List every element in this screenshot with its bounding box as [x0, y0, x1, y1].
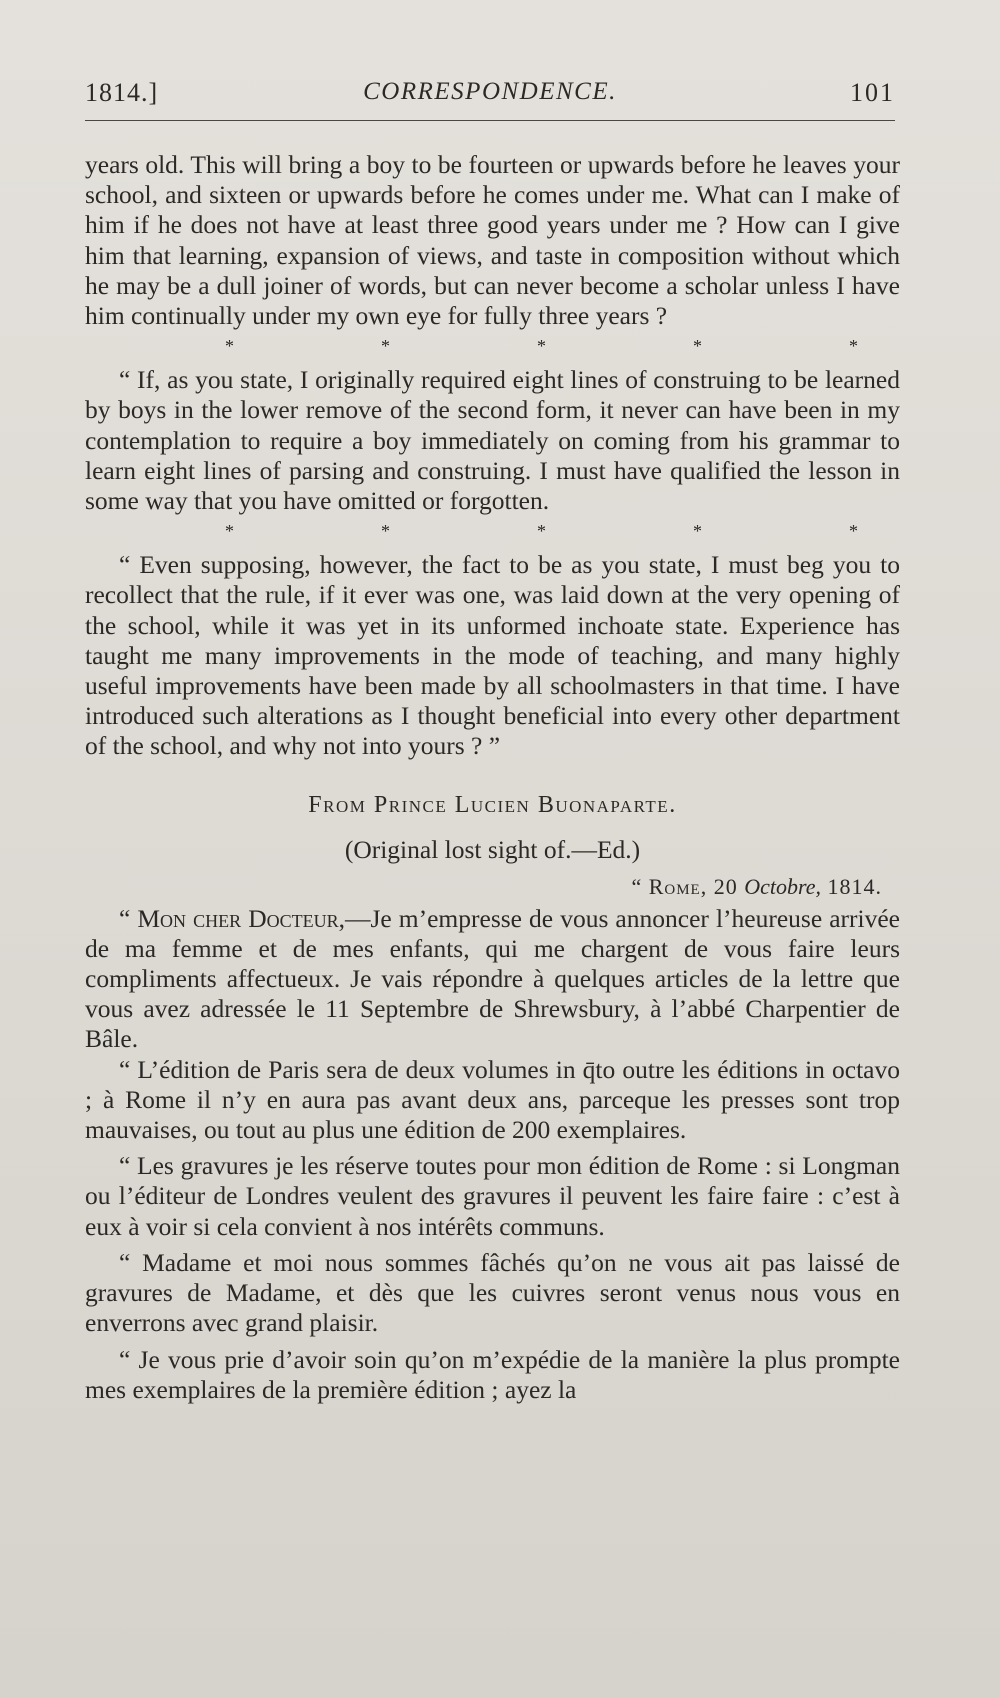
- asterisk-divider-2: [85, 516, 900, 546]
- dateline-year: 1814.: [827, 873, 882, 899]
- asterisk: *: [693, 521, 702, 542]
- paragraph-3: “ Even supposing, however, the fact to be as you state, I must beg you to recollect that the rule, if it ever was one, was laid down at the very opening of the school, while it was yet in its unformed inchoate state. Experience has taught me many improvements in the mode of teaching, and many highly useful improvements have been made by all schoolmasters in that time. I have introduced such alterations as I thought beneficial into every other department of the school, and why not into yours ? ”: [85, 550, 900, 761]
- paragraph-2: “ If, as you state, I originally required eight lines of construing to be learned by boys in the lower remove of the second form, it never can have been in my contemplation to require a boy immediately on coming from his grammar to learn eight lines of parsing and construing. I must have qualified the lesson in some way that you have omitted or forgotten.: [85, 365, 900, 516]
- header-year: 1814.]: [85, 78, 159, 107]
- letter-paragraph-1: [85, 904, 900, 1055]
- letter-paragraph-4: “ Madame et moi nous sommes fâchés qu’on ne vous ait pas laissé de gravures de Madame, et dès que les cuivres seront venus nous vous en enverrons avec grand plaisir.: [85, 1247, 900, 1338]
- letter-dateline: [85, 870, 900, 904]
- dateline-place: “ Rome, 20: [631, 873, 738, 899]
- asterisk: *: [381, 336, 390, 357]
- header-title: CORRESPONDENCE.: [363, 78, 617, 105]
- paragraph-1: years old. This will bring a boy to be fourteen or upwards before he leaves your school, and sixteen or upwards before he comes under me. What can I make of him if he does not have at least three good years under me ? How can I give him that learning, expansion of views, and taste in composition without which he may be a dull joiner of words, but can never become a scholar unless I have him continually under my own eye for fully three years ?: [85, 150, 900, 331]
- letter-paragraph-5: “ Je vous prie d’avoir soin qu’on m’expédie de la manière la plus prompte mes exemplaires de la première édition ; ayez la: [85, 1344, 900, 1404]
- letter-paragraph-1-text: —Je m’empresse de vous annoncer l’heureuse arrivée de ma femme et de mes enfants, qui me chargent de vous faire leurs compliments affectueux. Je vais répondre à quelques articles de la lettre que vous avez adressée le 11 Septembre de Shrewsbury, à l’abbé Charpentier de Bâle.: [85, 903, 900, 1054]
- asterisk-divider-1: [85, 331, 900, 361]
- letter-salutation: “ Mon cher Docteur,: [119, 903, 345, 933]
- asterisk: *: [849, 336, 858, 357]
- asterisk: *: [537, 336, 546, 357]
- asterisk: *: [849, 521, 858, 542]
- asterisk: *: [381, 521, 390, 542]
- letter-paragraph-2: “ L’édition de Paris sera de deux volumes in q̄to outre les éditions in octavo ; à Rome il n’y en aura pas avant deux ans, parceque les presses sont trop mauvaises, ou tout au plus une édition de 200 exemplaires.: [85, 1054, 900, 1145]
- asterisk: *: [225, 336, 234, 357]
- running-head: [85, 72, 895, 112]
- asterisk: *: [693, 336, 702, 357]
- letter-paragraph-3: “ Les gravures je les réserve toutes pour mon édition de Rome : si Longman ou l’éditeur de Londres veulent des gravures il peuvent les faire faire : c’est à eux à voir si cela convient à nos intérêts communs.: [85, 1151, 900, 1241]
- dateline-month: Octobre,: [744, 873, 821, 899]
- asterisk: *: [537, 521, 546, 542]
- asterisk: *: [225, 521, 234, 542]
- page-number: 101: [850, 78, 895, 107]
- page-body: [85, 150, 900, 1405]
- section-heading: From Prince Lucien Buonaparte.: [308, 791, 677, 818]
- editor-note: (Original lost sight of.—Ed.): [344, 834, 641, 864]
- header-rule: [85, 120, 895, 121]
